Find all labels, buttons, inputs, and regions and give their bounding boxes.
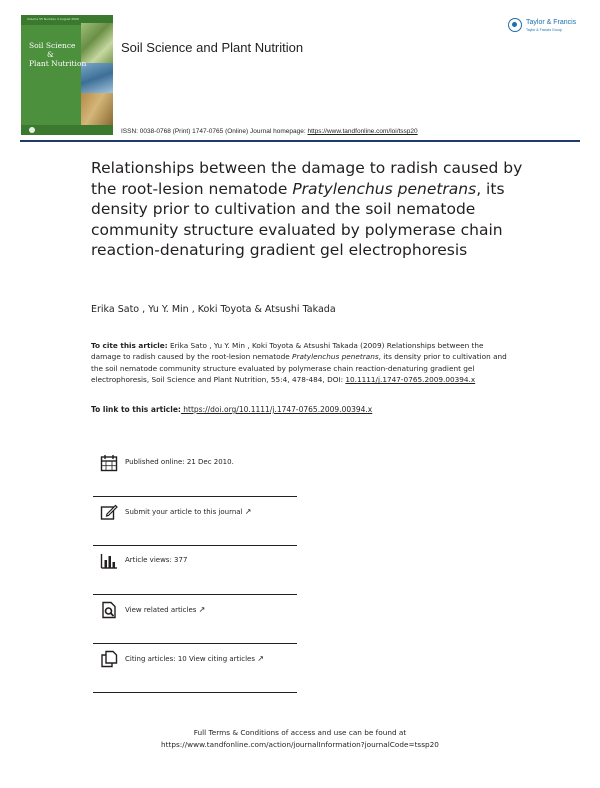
related-articles-label: View related articles <box>125 606 197 614</box>
citation-block <box>91 340 511 386</box>
article-title-species: Pratylenchus penetrans <box>292 179 477 198</box>
article-views-text: Article views: 377 <box>125 556 188 564</box>
header-divider <box>20 140 580 142</box>
cover-issue-text: Volume 55 Number 4 August 2009 <box>27 17 79 21</box>
edit-icon <box>100 503 118 521</box>
copy-documents-icon <box>100 650 118 668</box>
journal-name[interactable]: Soil Science and Plant Nutrition <box>121 40 304 55</box>
publisher-logo-text: Taylor & Francis <box>526 19 577 26</box>
publisher-logo-icon <box>508 18 522 32</box>
cover-title-line2: & <box>47 50 54 59</box>
article-title-part2: , its density prior to cultivation and the soil nematode community structure evaluated by polymerase chain reaction-denaturing gradient gel electrophoresis <box>91 179 505 259</box>
bar-chart-icon <box>100 552 118 570</box>
article-link-label: To link to this article: <box>91 405 181 414</box>
terms-url[interactable]: https://www.tandfonline.com/action/journalInformation?journalCode=tssp20 <box>161 739 439 749</box>
terms-footer <box>0 727 600 750</box>
external-link-icon: ↗ <box>244 507 252 516</box>
published-online-row <box>93 448 297 497</box>
article-info-list <box>93 448 297 693</box>
journal-homepage-link[interactable]: https://www.tandfonline.com/loi/tssp20 <box>307 128 418 135</box>
cover-photo-soil <box>81 93 113 125</box>
citation-text-part1: Erika Sato , Yu Y. Min , Koki Toyota & Atsushi Takada (2009) Relationships between the damage to radish caused by the root-lesion nematode <box>91 341 484 362</box>
submit-article-row[interactable] <box>93 497 297 546</box>
article-views-row <box>93 546 297 595</box>
published-online-text: Published online: 21 Dec 2010. <box>125 458 234 466</box>
cover-publisher-logo-icon <box>29 127 35 133</box>
cover-title-line1: Soil Science <box>29 41 76 50</box>
citation-species: Pratylenchus penetrans <box>292 352 379 362</box>
citation-text-part2: , its density prior to cultivation and the soil nematode community structure evaluated by polymerase chain reaction-denaturing gradient gel electrophoresis, Soil Science and Plant Nutrition, 55:4, 478-484, DOI: <box>91 352 507 385</box>
related-articles-text[interactable] <box>125 605 205 614</box>
issn-text: ISSN: 0038-0768 (Print) 1747-0765 (Online) Journal homepage: <box>121 128 308 135</box>
cover-title-line3: Plant Nutrition <box>29 59 87 68</box>
article-title <box>91 158 523 261</box>
citing-articles-row[interactable] <box>93 644 297 693</box>
article-authors: Erika Sato , Yu Y. Min , Koki Toyota & Atsushi Takada <box>91 304 336 315</box>
submit-article-label: Submit your article to this journal <box>125 508 243 516</box>
journal-cover-image <box>21 15 113 135</box>
article-title-part1: Relationships between the damage to radish caused by the root-lesion nematode <box>91 159 523 198</box>
publisher-logo-subtext: Taylor & Francis Group <box>526 28 562 32</box>
article-link-line <box>91 405 372 414</box>
related-articles-row[interactable] <box>93 595 297 644</box>
publisher-logo[interactable] <box>508 14 588 38</box>
citation-doi-link[interactable]: 10.1111/j.1747-0765.2009.00394.x <box>345 375 476 385</box>
external-link-icon: ↗ <box>198 605 206 614</box>
search-document-icon <box>100 601 118 619</box>
citing-articles-text[interactable] <box>125 654 264 663</box>
citation-label: To cite this article: <box>91 341 168 350</box>
submit-article-text[interactable] <box>125 507 251 516</box>
citing-articles-label: Citing articles: 10 View citing articles <box>125 655 255 663</box>
terms-text: Full Terms & Conditions of access and use can be found at <box>193 728 407 737</box>
issn-line <box>121 128 418 135</box>
cover-title <box>29 41 99 68</box>
external-link-icon: ↗ <box>257 654 264 663</box>
article-doi-url[interactable]: https://doi.org/10.1111/j.1747-0765.2009.00394.x <box>180 405 373 414</box>
calendar-icon <box>100 454 118 472</box>
